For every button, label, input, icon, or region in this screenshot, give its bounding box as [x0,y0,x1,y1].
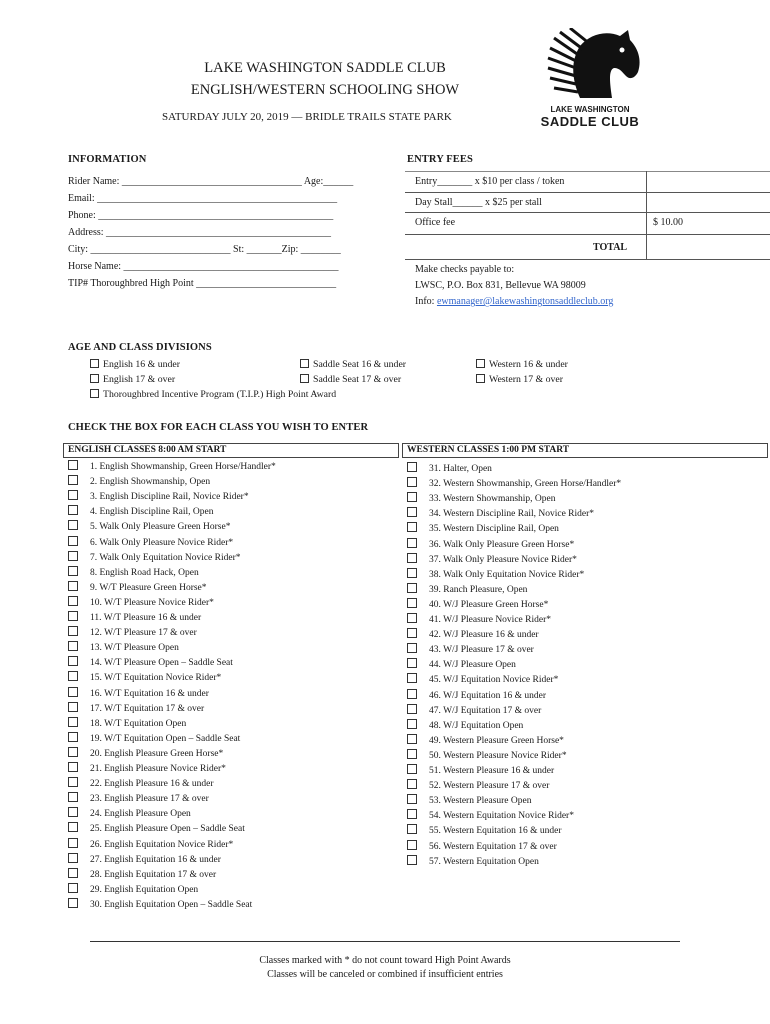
english-class-row[interactable] [68,641,179,653]
class-label: 29. English Equitation Open [90,884,199,895]
class-label: 55. Western Equitation 16 & under [429,826,562,837]
class-label: 1. English Showmanship, Green Horse/Handler* [90,462,276,472]
class-checkbox[interactable] [68,520,78,530]
class-label: 18. W/T Equitation Open [90,718,187,729]
class-label: 54. Western Equitation Novice Rider* [429,811,574,822]
logo-text-1: LAKE WASHINGTON [550,105,630,114]
class-checkbox[interactable] [407,507,417,517]
fee-line [405,259,770,260]
class-checkbox[interactable] [68,883,78,893]
division-english-16[interactable]: English 16 & under [90,359,180,370]
class-checkbox[interactable] [68,687,78,697]
checkbox[interactable] [476,359,485,368]
class-checkbox[interactable] [68,838,78,848]
class-checkbox[interactable] [68,656,78,666]
class-checkbox[interactable] [68,641,78,651]
english-class-row[interactable] [68,777,213,789]
class-label: 32. Western Showmanship, Green Horse/Handler* [429,479,622,490]
class-label: 47. W/J Equitation 17 & over [429,705,542,716]
english-class-row[interactable] [68,551,241,563]
phone-field[interactable]: Phone: _______________________________________________ [68,210,334,221]
english-class-row[interactable] [68,853,221,865]
class-label: 21. English Pleasure Novice Rider* [90,764,226,774]
class-label: 15. W/T Equitation Novice Rider* [90,673,222,684]
class-checkbox[interactable] [407,779,417,789]
class-label: 6. Walk Only Pleasure Novice Rider* [90,537,234,548]
checkbox[interactable] [300,359,309,368]
class-label: 23. English Pleasure 17 & over [90,794,209,805]
class-label: 9. W/T Pleasure Green Horse* [90,582,207,593]
class-checkbox[interactable] [68,671,78,681]
class-checkbox[interactable] [68,898,78,908]
western-class-row[interactable] [407,794,531,806]
english-class-row[interactable] [68,566,199,578]
class-label: 50. Western Pleasure Novice Rider* [429,750,567,761]
english-class-row[interactable] [68,747,223,759]
class-label: 31. Halter, Open [429,464,492,474]
class-checkbox[interactable] [407,749,417,759]
class-label: 43. W/J Pleasure 17 & over [429,645,534,656]
english-class-row[interactable] [68,536,233,548]
western-column-title: WESTERN CLASSES 1:00 PM START [402,443,768,458]
english-class-row[interactable] [68,717,186,729]
class-checkbox[interactable] [68,551,78,561]
class-checkbox[interactable] [407,764,417,774]
fee-row-total[interactable]: TOTAL [593,242,628,253]
checkbox[interactable] [90,389,99,398]
class-label: 33. Western Showmanship, Open [429,494,556,505]
western-class-row[interactable] [407,462,492,474]
class-label: 48. W/J Equitation Open [429,720,524,731]
checkbox[interactable] [90,359,99,368]
class-checkbox[interactable] [407,628,417,638]
fee-row-entry[interactable]: Entry_______ x $10 per class / token [415,176,565,187]
class-label: 57. Western Equitation Open [429,856,539,867]
class-checkbox[interactable] [407,689,417,699]
class-checkbox[interactable] [68,762,78,772]
class-checkbox[interactable] [407,553,417,563]
class-checkbox[interactable] [407,840,417,850]
division-western-16[interactable]: Western 16 & under [476,359,568,370]
office-fee-amount: $ 10.00 [653,217,683,228]
class-checkbox[interactable] [407,522,417,532]
class-label: 52. Western Pleasure 17 & over [429,781,550,792]
english-class-row[interactable] [68,581,207,593]
class-checkbox[interactable] [68,822,78,832]
class-label: 5. Walk Only Pleasure Green Horse* [90,522,231,533]
english-class-row[interactable] [68,687,209,699]
class-checkbox[interactable] [407,643,417,653]
class-checkbox[interactable] [407,658,417,668]
class-checkbox[interactable] [68,807,78,817]
class-checkbox[interactable] [68,732,78,742]
english-class-row[interactable] [68,822,245,834]
class-checkbox[interactable] [407,855,417,865]
classes-heading: CHECK THE BOX FOR EACH CLASS YOU WISH TO ENTER [68,422,369,433]
class-checkbox[interactable] [68,747,78,757]
footer-note-1: Classes marked with * do not count toward High Point Awards [259,955,511,966]
class-checkbox[interactable] [68,596,78,606]
english-class-row[interactable] [68,626,197,638]
class-label: 12. W/T Pleasure 17 & over [90,628,197,639]
english-class-row[interactable] [68,883,198,895]
class-label: 11. W/T Pleasure 16 & under [90,613,202,623]
english-class-row[interactable] [68,596,214,608]
class-checkbox[interactable] [68,868,78,878]
class-checkbox[interactable] [407,477,417,487]
class-label: 2. English Showmanship, Open [90,477,211,488]
divisions-heading: AGE AND CLASS DIVISIONS [68,342,212,353]
class-label: 25. English Pleasure Open – Saddle Seat [90,824,245,835]
class-label: 49. Western Pleasure Green Horse* [429,735,564,746]
class-checkbox[interactable] [68,566,78,576]
class-checkbox[interactable] [68,792,78,802]
western-class-row[interactable] [407,658,516,670]
date-line: SATURDAY JULY 20, 2019 — BRIDLE TRAILS STATE PARK [162,111,452,123]
class-checkbox[interactable] [407,824,417,834]
class-label: 7. Walk Only Equitation Novice Rider* [90,552,241,563]
english-class-row[interactable] [68,520,230,532]
class-label: 45. W/J Equitation Novice Rider* [429,675,559,686]
class-checkbox[interactable] [68,702,78,712]
division-saddle-16[interactable]: Saddle Seat 16 & under [300,359,406,370]
western-class-row[interactable] [407,628,539,640]
division-saddle-17[interactable]: Saddle Seat 17 & over [300,374,401,385]
class-label: 41. W/J Pleasure Novice Rider* [429,615,551,625]
western-class-row[interactable] [407,734,564,746]
class-label: 22. English Pleasure 16 & under [90,779,214,790]
info-line: Info: ewmanager@lakewashingtonsaddleclub.org [415,296,614,307]
class-checkbox[interactable] [407,794,417,804]
class-checkbox[interactable] [407,598,417,608]
class-label: 4. English Discipline Rail, Open [90,507,214,518]
fee-row-office: Office fee $ 10.00 [415,217,683,228]
class-label: 27. English Equitation 16 & under [90,854,221,865]
english-class-row[interactable] [68,868,216,880]
division-english-17[interactable]: English 17 & over [90,374,175,385]
western-class-row[interactable] [407,855,539,867]
checkbox[interactable] [476,374,485,383]
western-class-row[interactable] [407,613,551,625]
western-class-row[interactable] [407,673,558,685]
english-class-row[interactable] [68,475,210,487]
class-label: 28. English Equitation 17 & over [90,869,217,880]
fee-line [405,192,770,193]
western-class-row[interactable] [407,809,574,821]
fee-row-stall[interactable]: Day Stall______ x $25 per stall [415,197,542,208]
checkbox[interactable] [90,374,99,383]
western-class-row[interactable] [407,749,567,761]
class-checkbox[interactable] [68,581,78,591]
western-class-row[interactable] [407,553,577,565]
western-class-row[interactable] [407,840,557,852]
address-field[interactable]: Address: _____________________________________________ [68,227,332,238]
information-heading: INFORMATION [68,154,147,165]
class-checkbox[interactable] [407,583,417,593]
western-class-row[interactable] [407,507,594,519]
payable-line-2: LWSC, P.O. Box 831, Bellevue WA 98009 [415,280,586,291]
class-label: 30. English Equitation Open – Saddle Seat [90,899,253,910]
western-class-row[interactable] [407,719,523,731]
english-class-row[interactable] [68,732,240,744]
class-label: 44. W/J Pleasure Open [429,660,516,671]
class-checkbox[interactable] [407,704,417,714]
western-class-row[interactable] [407,764,554,776]
english-class-row[interactable] [68,671,221,683]
western-class-row[interactable] [407,598,548,610]
info-email-link[interactable]: ewmanager@lakewashingtonsaddleclub.org [436,296,614,307]
class-checkbox[interactable] [68,777,78,787]
class-checkbox[interactable] [407,538,417,548]
western-class-row[interactable] [407,824,562,836]
class-checkbox[interactable] [68,490,78,500]
email-field[interactable]: Email: ________________________________________________ [68,193,338,204]
class-label: 46. W/J Equitation 16 & under [429,690,546,701]
fee-divider [646,171,647,260]
logo-text-2: SADDLE CLUB [540,114,640,129]
english-class-row[interactable] [68,490,249,502]
class-label: 38. Walk Only Equitation Novice Rider* [429,569,585,580]
class-checkbox[interactable] [68,505,78,515]
western-class-row[interactable] [407,568,584,580]
class-checkbox[interactable] [68,475,78,485]
fee-line [405,171,770,172]
english-class-row[interactable] [68,611,201,623]
class-checkbox[interactable] [407,568,417,578]
class-label: 19. W/T Equitation Open – Saddle Seat [90,733,241,744]
class-checkbox[interactable] [68,536,78,546]
class-label: 13. W/T Pleasure Open [90,643,179,654]
class-checkbox[interactable] [407,673,417,683]
english-class-row[interactable] [68,460,276,472]
footer-note-2: Classes will be canceled or combined if insufficient entries [267,969,503,980]
entry-fees-heading: ENTRY FEES [407,154,473,165]
fee-line [405,234,770,235]
english-class-row[interactable] [68,792,209,804]
title-line-1: LAKE WASHINGTON SADDLE CLUB [204,60,446,76]
western-class-row[interactable] [407,522,559,534]
horse-head-icon [540,28,645,100]
class-checkbox[interactable] [68,853,78,863]
class-checkbox[interactable] [407,613,417,623]
title-line-2: ENGLISH/WESTERN SCHOOLING SHOW [190,82,460,98]
class-checkbox[interactable] [407,462,417,472]
english-class-row[interactable] [68,807,191,819]
western-class-row[interactable] [407,583,527,595]
western-class-row[interactable] [407,477,621,489]
class-checkbox[interactable] [407,734,417,744]
english-class-row[interactable] [68,702,204,714]
class-label: 40. W/J Pleasure Green Horse* [429,599,549,610]
club-logo [540,28,645,130]
western-class-row[interactable] [407,779,549,791]
class-checkbox[interactable] [407,809,417,819]
class-label: 56. Western Equitation 17 & over [429,841,557,852]
fee-line [405,212,770,213]
payable-line-1: Make checks payable to: [415,264,515,275]
english-class-row[interactable] [68,838,233,850]
class-checkbox[interactable] [68,611,78,621]
class-label: 17. W/T Equitation 17 & over [90,703,205,714]
english-column-title: ENGLISH CLASSES 8:00 AM START [63,443,399,458]
class-label: 42. W/J Pleasure 16 & under [429,630,539,641]
class-label: 36. Walk Only Pleasure Green Horse* [429,539,575,550]
division-tip[interactable]: Thoroughbred Incentive Program (T.I.P.) High Point Award [90,389,336,400]
class-label: 39. Ranch Pleasure, Open [429,584,528,595]
class-label: 8. English Road Hack, Open [90,567,199,578]
class-label: 3. English Discipline Rail, Novice Rider* [90,492,249,503]
class-label: 34. Western Discipline Rail, Novice Rider* [429,509,595,520]
western-class-row[interactable] [407,704,541,716]
class-checkbox[interactable] [68,626,78,636]
western-class-row[interactable] [407,492,556,504]
class-label: 53. Western Pleasure Open [429,796,532,807]
english-class-row[interactable] [68,656,233,668]
class-label: 16. W/T Equitation 16 & under [90,688,209,699]
class-checkbox[interactable] [68,460,78,470]
class-label: 35. Western Discipline Rail, Open [429,524,559,535]
western-class-row[interactable] [407,689,546,701]
checkbox[interactable] [300,374,309,383]
western-class-row[interactable] [407,538,574,550]
class-label: 24. English Pleasure Open [90,809,191,820]
english-class-row[interactable] [68,898,252,910]
class-checkbox[interactable] [407,719,417,729]
class-label: 51. Western Pleasure 16 & under [429,766,555,776]
western-class-row[interactable] [407,643,534,655]
class-label: 20. English Pleasure Green Horse* [90,748,224,759]
city-state-zip-field[interactable]: City: ____________________________ St: _______Zip: ________ [68,244,341,255]
rider-name-field[interactable]: Rider Name: ____________________________________ Age:______ [68,176,354,187]
footer-rule [90,941,680,942]
english-class-row[interactable] [68,762,226,774]
class-label: 37. Walk Only Pleasure Novice Rider* [429,554,577,565]
horse-name-field[interactable]: Horse Name: ___________________________________________ [68,261,339,272]
english-class-row[interactable] [68,505,214,517]
class-checkbox[interactable] [68,717,78,727]
class-checkbox[interactable] [407,492,417,502]
class-label: 14. W/T Pleasure Open – Saddle Seat [90,658,233,669]
tip-field[interactable]: TIP# Thoroughbred High Point ____________________________ [68,278,337,289]
class-label: 10. W/T Pleasure Novice Rider* [90,597,214,608]
class-label: 26. English Equitation Novice Rider* [90,839,234,850]
division-western-17[interactable]: Western 17 & over [476,374,563,385]
